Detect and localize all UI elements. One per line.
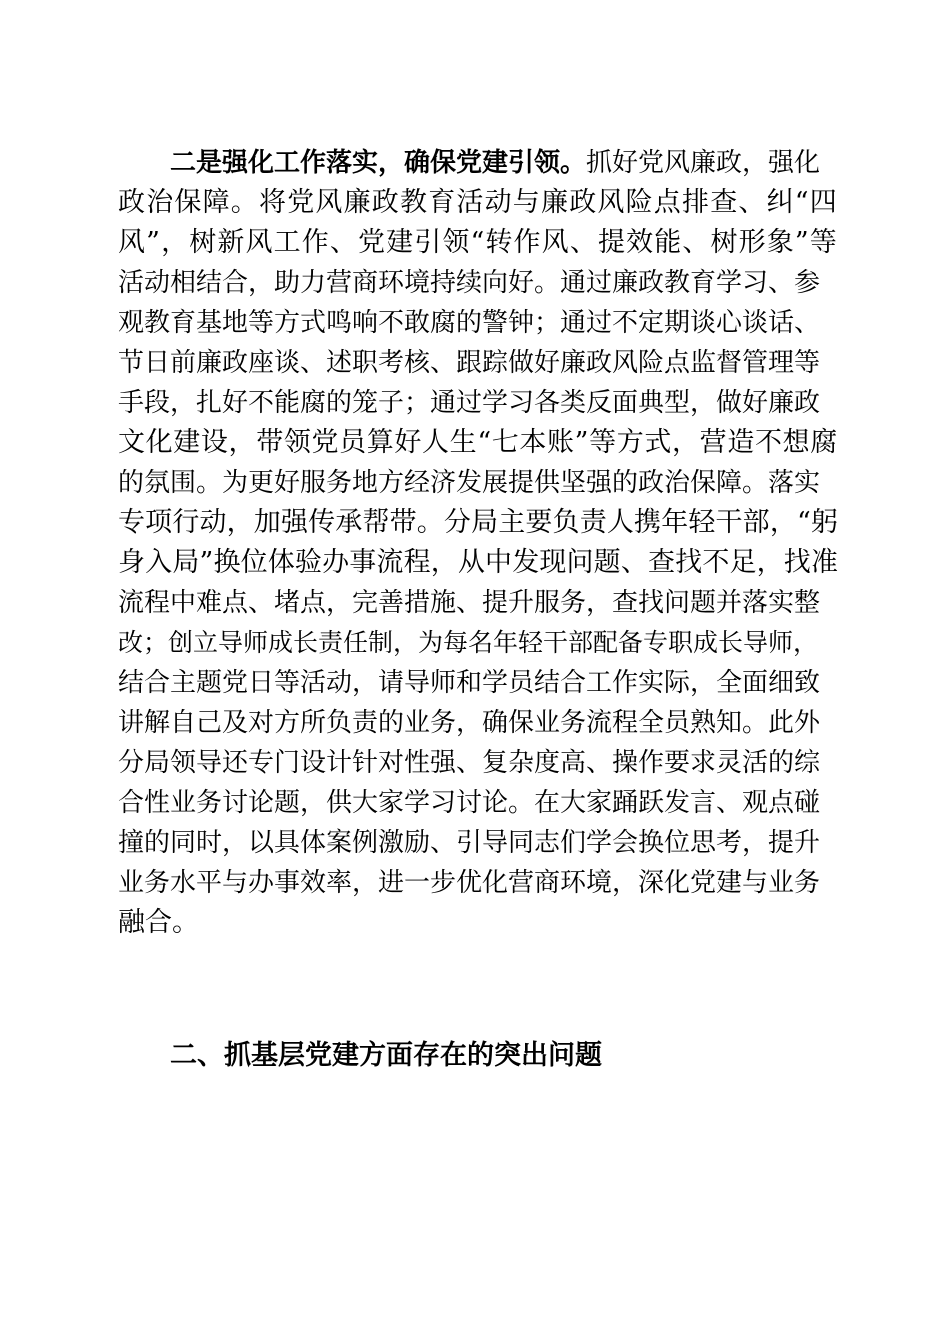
paragraph-line-19: 业务水平与办事效率，进一步优化营商环境，深化党建与业务 <box>118 868 821 898</box>
paragraph-line-6: 节日前廉政座谈、述职考核、跟踪做好廉政风险点监督管理等 <box>118 348 821 378</box>
paragraph-line-17: 合性业务讨论题，供大家学习讨论。在大家踊跃发言、观点碰 <box>118 788 821 818</box>
paragraph-line-18: 撞的同时，以具体案例激励、引导同志们学会换位思考，提升 <box>118 828 821 858</box>
paragraph-lead: 二是强化工作落实，确保党建引领。 <box>170 148 587 178</box>
paragraph-line-3: 风”，树新风工作、党建引领“转作风、提效能、树形象”等 <box>118 227 838 258</box>
paragraph-line-1 <box>170 143 838 183</box>
paragraph-line-11: 身入局”换位体验办事流程，从中发现问题、查找不足，找准 <box>118 547 839 578</box>
paragraph-line-14: 结合主题党日等活动，请导师和学员结合工作实际，全面细致 <box>118 668 821 698</box>
paragraph-line-12: 流程中难点、堵点，完善措施、提升服务，查找问题并落实整 <box>118 588 821 618</box>
paragraph-line-16: 分局领导还专门设计针对性强、复杂度高、操作要求灵活的综 <box>118 748 821 778</box>
paragraph-line-15: 讲解自己及对方所负责的业务，确保业务流程全员熟知。此外 <box>118 708 821 738</box>
paragraph-line-8: 文化建设，带领党员算好人生“七本账”等方式，营造不想腐 <box>118 427 838 458</box>
paragraph-line-20: 融合。 <box>118 907 199 938</box>
paragraph-line-9: 的氛围。为更好服务地方经济发展提供坚强的政治保障。落实 <box>118 468 821 498</box>
paragraph-line-13: 改；创立导师成长责任制，为每名年轻干部配备专职成长导师， <box>118 628 819 657</box>
section-heading: 二、抓基层党建方面存在的突出问题 <box>170 1040 602 1071</box>
paragraph-line-7: 手段，扎好不能腐的笼子；通过学习各类反面典型，做好廉政 <box>118 388 821 418</box>
paragraph-line-5: 观教育基地等方式鸣响不敢腐的警钟；通过不定期谈心谈话、 <box>118 308 821 338</box>
paragraph-line-2: 政治保障。将党风廉政教育活动与廉政风险点排查、纠“四 <box>118 187 839 218</box>
paragraph-line-10: 专项行动，加强传承帮带。分局主要负责人携年轻干部，“躬 <box>118 507 839 538</box>
paragraph-line-4: 活动相结合，助力营商环境持续向好。通过廉政教育学习、参 <box>118 268 821 298</box>
paragraph-line-1-text: 抓好党风廉政，强化 <box>586 148 821 178</box>
